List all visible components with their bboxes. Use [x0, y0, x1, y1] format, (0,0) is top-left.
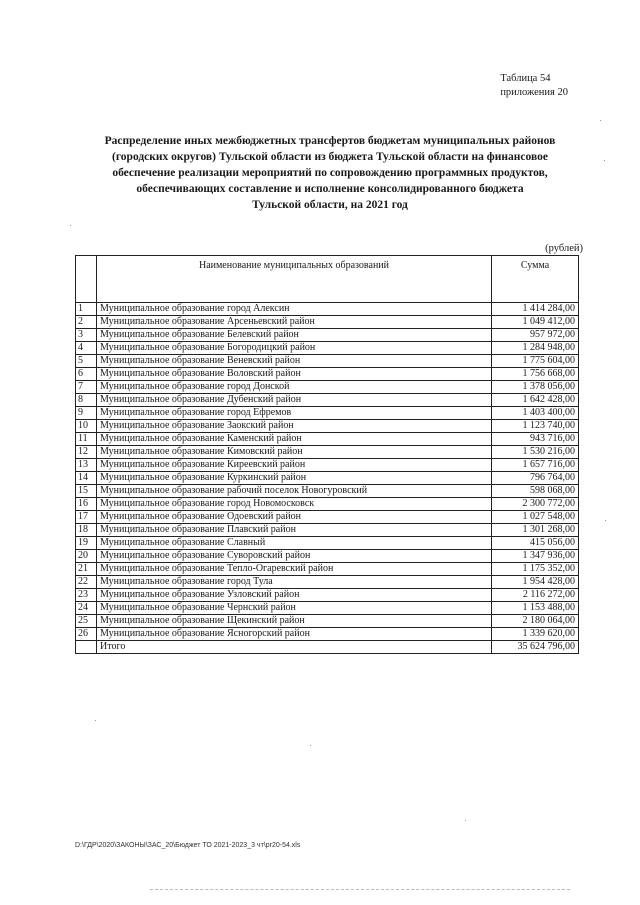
- table-row: [76, 407, 579, 420]
- row-number-cell: 24: [76, 602, 97, 615]
- row-name-cell: Муниципальное образование Воловский район: [97, 368, 492, 381]
- row-number-cell: 4: [76, 342, 97, 355]
- row-number-cell: 16: [76, 498, 97, 511]
- row-number-cell: 2: [76, 316, 97, 329]
- row-number-cell: 26: [76, 628, 97, 641]
- table-row: [76, 472, 579, 485]
- table-row: [76, 511, 579, 524]
- table-row: [76, 355, 579, 368]
- table-row: [76, 602, 579, 615]
- row-name-cell: Муниципальное образование Куркинский район: [97, 472, 492, 485]
- row-name-cell: Муниципальное образование Ясногорский район: [97, 628, 492, 641]
- row-number-cell: 21: [76, 563, 97, 576]
- row-sum-cell: 1 347 936,00: [492, 550, 579, 563]
- row-number-cell: 11: [76, 433, 97, 446]
- row-sum-cell: 2 116 272,00: [492, 589, 579, 602]
- header-name-cell: Наименование муниципальных образований: [97, 256, 492, 303]
- table-row: [76, 524, 579, 537]
- scan-speck: [465, 820, 466, 821]
- table-row: [76, 537, 579, 550]
- row-number-cell: 20: [76, 550, 97, 563]
- row-number-cell: 6: [76, 368, 97, 381]
- row-number-cell: 23: [76, 589, 97, 602]
- row-sum-cell: 1 378 056,00: [492, 381, 579, 394]
- row-number-cell: 1: [76, 303, 97, 316]
- title-line: обеспечение реализации мероприятий по сопровождению программных продуктов,: [112, 167, 548, 179]
- row-sum-cell: 1 657 716,00: [492, 459, 579, 472]
- table-row: [76, 628, 579, 641]
- table-row: [76, 394, 579, 407]
- title-line: (городских округов) Тульской области из бюджета Тульской области на финансовое: [112, 151, 548, 163]
- table-row: [76, 420, 579, 433]
- row-name-cell: Муниципальное образование Тепло-Огаревский район: [97, 563, 492, 576]
- row-sum-cell: 2 180 064,00: [492, 615, 579, 628]
- scan-speck: [600, 120, 601, 121]
- row-sum-cell: 598 068,00: [492, 485, 579, 498]
- table-row: [76, 368, 579, 381]
- row-number-cell: 3: [76, 329, 97, 342]
- title-line: Тульской области, на 2021 год: [252, 199, 408, 211]
- row-name-cell: Муниципальное образование город Алексин: [97, 303, 492, 316]
- title-line: обеспечивающих составление и исполнение консолидированного бюджета: [136, 183, 524, 195]
- row-sum-cell: 796 764,00: [492, 472, 579, 485]
- title-line: Распределение иных межбюджетных трансфертов бюджетам муниципальных районов: [104, 135, 556, 147]
- row-number-cell: 5: [76, 355, 97, 368]
- row-number-cell: 7: [76, 381, 97, 394]
- row-number-cell: 9: [76, 407, 97, 420]
- table-row: [76, 615, 579, 628]
- row-number-cell: 15: [76, 485, 97, 498]
- row-sum-cell: 943 716,00: [492, 433, 579, 446]
- row-name-cell: Муниципальное образование Веневский район: [97, 355, 492, 368]
- row-sum-cell: 1 049 412,00: [492, 316, 579, 329]
- row-name-cell: Муниципальное образование Плавский район: [97, 524, 492, 537]
- table-row: [76, 329, 579, 342]
- row-number-cell: 22: [76, 576, 97, 589]
- row-sum-cell: 1 339 620,00: [492, 628, 579, 641]
- row-number-cell: 12: [76, 446, 97, 459]
- row-name-cell: Муниципальное образование Киреевский район: [97, 459, 492, 472]
- table-row: [76, 485, 579, 498]
- table-row: [76, 303, 579, 316]
- distribution-table: [75, 255, 579, 654]
- table-body: [76, 303, 579, 654]
- table-row: [76, 576, 579, 589]
- total-label-cell: Итого: [97, 641, 492, 654]
- row-sum-cell: 415 056,00: [492, 537, 579, 550]
- row-name-cell: Муниципальное образование город Донской: [97, 381, 492, 394]
- table-row: [76, 589, 579, 602]
- file-path-footer: D:\ГДР\2020\ЗАКОНЫ\ЗАС_20\Бюджет ТО 2021-2023_3 чт\pr20-54.xls: [75, 842, 301, 849]
- total-number-cell: [76, 641, 97, 654]
- row-sum-cell: 1 775 604,00: [492, 355, 579, 368]
- row-sum-cell: 1 954 428,00: [492, 576, 579, 589]
- row-name-cell: Муниципальное образование Суворовский район: [97, 550, 492, 563]
- scan-speck: [95, 720, 96, 721]
- unit-label: (рублей): [545, 243, 583, 254]
- row-sum-cell: 1 530 216,00: [492, 446, 579, 459]
- document-title: [70, 133, 590, 213]
- row-number-cell: 8: [76, 394, 97, 407]
- row-name-cell: Муниципальное образование Богородицкий район: [97, 342, 492, 355]
- table-row: [76, 550, 579, 563]
- row-sum-cell: 1 301 268,00: [492, 524, 579, 537]
- table-reference: [500, 72, 568, 100]
- total-sum-cell: 35 624 796,00: [492, 641, 579, 654]
- row-name-cell: Муниципальное образование город Новомосковск: [97, 498, 492, 511]
- row-number-cell: 25: [76, 615, 97, 628]
- appendix-number: приложения 20: [500, 87, 568, 98]
- row-name-cell: Муниципальное образование Заокский район: [97, 420, 492, 433]
- table-row: [76, 498, 579, 511]
- row-sum-cell: 1 123 740,00: [492, 420, 579, 433]
- table-number: Таблица 54: [500, 73, 551, 84]
- scan-speck: [310, 745, 311, 746]
- table-row: [76, 563, 579, 576]
- table-row: [76, 342, 579, 355]
- row-name-cell: Муниципальное образование Щекинский район: [97, 615, 492, 628]
- row-number-cell: 17: [76, 511, 97, 524]
- row-name-cell: Муниципальное образование город Ефремов: [97, 407, 492, 420]
- table-header-row: [76, 256, 579, 303]
- row-sum-cell: 957 972,00: [492, 329, 579, 342]
- scan-speck: [605, 520, 606, 521]
- table-row: [76, 433, 579, 446]
- header-number-cell: [76, 256, 97, 303]
- row-sum-cell: 2 300 772,00: [492, 498, 579, 511]
- row-sum-cell: 1 756 668,00: [492, 368, 579, 381]
- row-sum-cell: 1 414 284,00: [492, 303, 579, 316]
- row-number-cell: 10: [76, 420, 97, 433]
- row-name-cell: Муниципальное образование Кимовский район: [97, 446, 492, 459]
- row-name-cell: Муниципальное образование Чернский район: [97, 602, 492, 615]
- scan-speck: [70, 225, 71, 226]
- scan-speck: [604, 160, 605, 161]
- total-row: [76, 641, 579, 654]
- row-number-cell: 19: [76, 537, 97, 550]
- row-sum-cell: 1 403 400,00: [492, 407, 579, 420]
- row-sum-cell: 1 175 352,00: [492, 563, 579, 576]
- row-name-cell: Муниципальное образование рабочий поселок Новогуровский: [97, 485, 492, 498]
- row-number-cell: 14: [76, 472, 97, 485]
- row-name-cell: Муниципальное образование город Тула: [97, 576, 492, 589]
- row-name-cell: Муниципальное образование Арсеньевский район: [97, 316, 492, 329]
- row-name-cell: Муниципальное образование Каменский район: [97, 433, 492, 446]
- row-name-cell: Муниципальное образование Узловский район: [97, 589, 492, 602]
- header-sum-cell: Сумма: [492, 256, 579, 303]
- row-name-cell: Муниципальное образование Белевский район: [97, 329, 492, 342]
- row-number-cell: 18: [76, 524, 97, 537]
- table-row: [76, 459, 579, 472]
- row-name-cell: Муниципальное образование Одоевский район: [97, 511, 492, 524]
- row-sum-cell: 1 284 948,00: [492, 342, 579, 355]
- row-sum-cell: 1 642 428,00: [492, 394, 579, 407]
- row-sum-cell: 1 027 548,00: [492, 511, 579, 524]
- row-name-cell: Муниципальное образование Дубенский район: [97, 394, 492, 407]
- table-row: [76, 316, 579, 329]
- table-row: [76, 446, 579, 459]
- row-sum-cell: 1 153 488,00: [492, 602, 579, 615]
- row-number-cell: 13: [76, 459, 97, 472]
- table-row: [76, 381, 579, 394]
- bottom-divider: [150, 889, 570, 890]
- row-name-cell: Муниципальное образование Славный: [97, 537, 492, 550]
